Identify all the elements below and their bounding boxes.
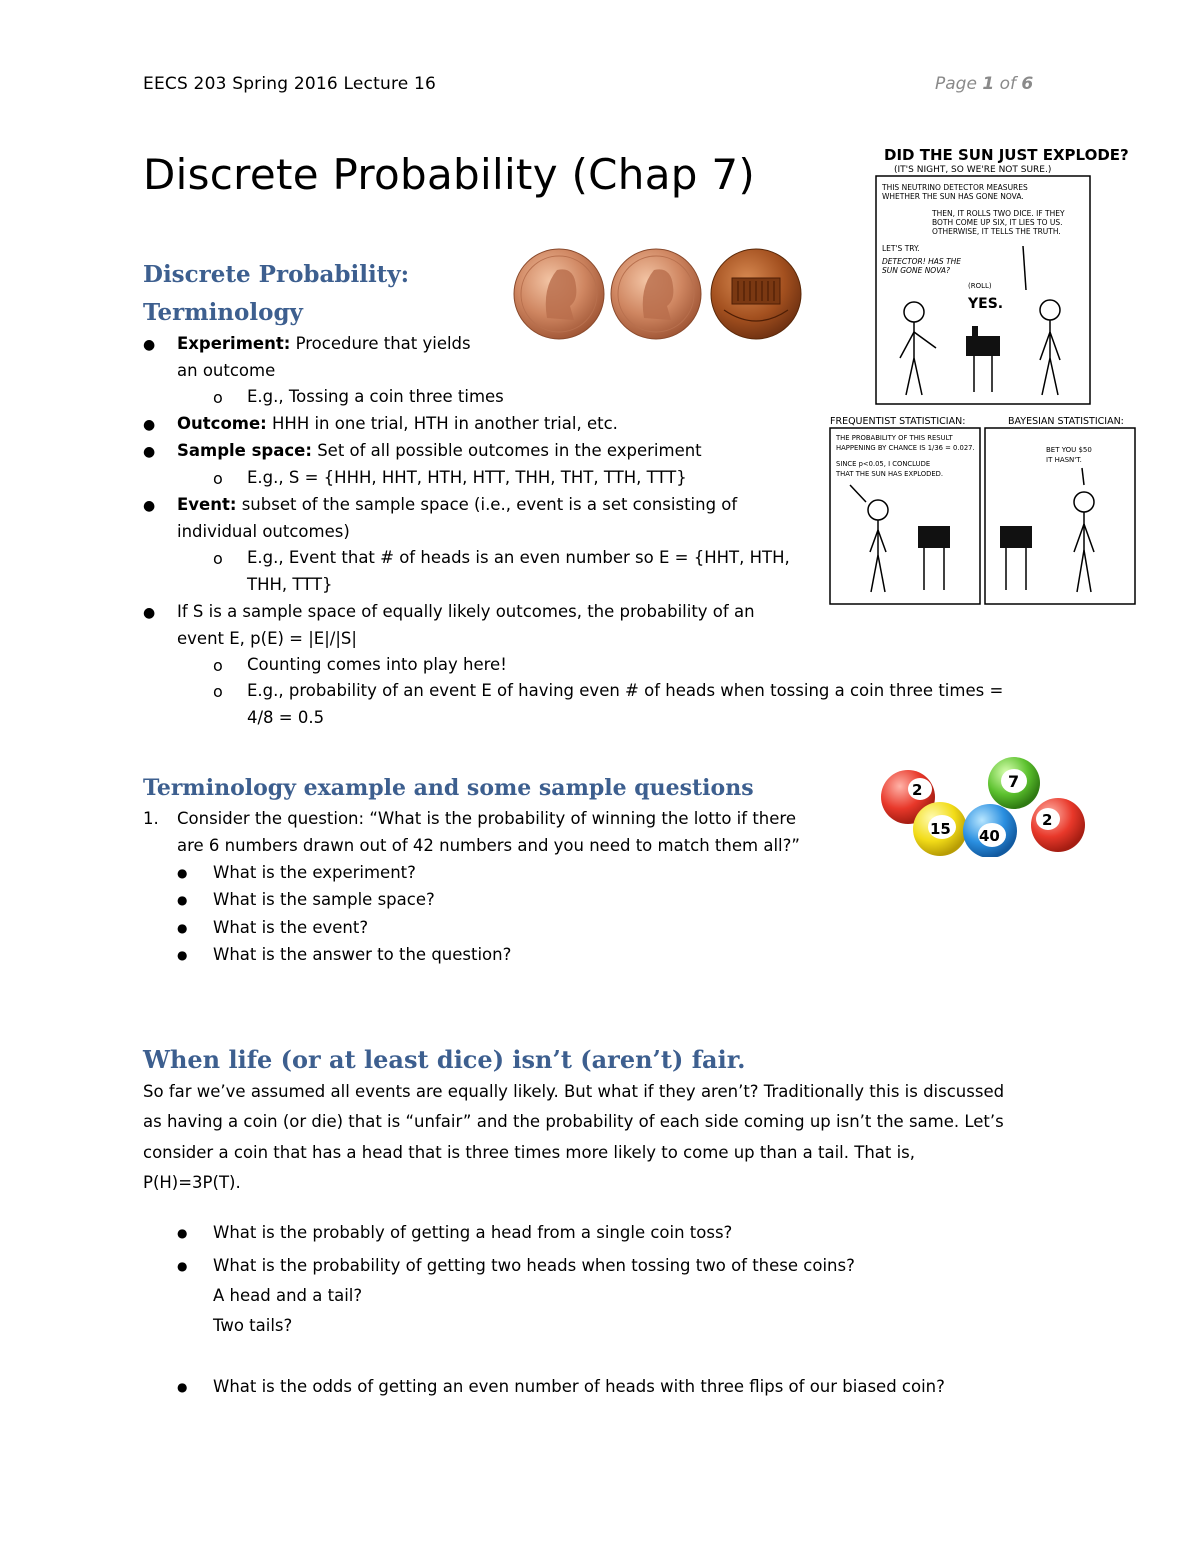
svg-text:BET YOU $50: BET YOU $50 xyxy=(1046,446,1092,454)
paragraph-line: consider a coin that has a head that is three times more likely to come up than a tail. That is, xyxy=(143,1143,916,1162)
svg-text:THE PROBABILITY OF THIS RESULT: THE PROBABILITY OF THIS RESULT xyxy=(836,434,953,442)
svg-text:IT HASN'T.: IT HASN'T. xyxy=(1046,456,1082,464)
section-heading-sample-questions: Terminology example and some sample questions xyxy=(143,775,754,801)
bullet: ● xyxy=(143,444,156,460)
sub-bullet: o xyxy=(213,682,223,701)
list-item-sample-space: Sample space: Set of all possible outcomes in the experiment xyxy=(177,441,702,460)
list-item-probability-cont: event E, p(E) = |E|/|S| xyxy=(177,629,357,648)
list-item: What is the answer to the question? xyxy=(213,945,512,964)
pennies-image xyxy=(512,248,804,340)
svg-text:HAPPENING BY CHANCE IS 1/36 =: HAPPENING BY CHANCE IS 1/36 = 0.027. xyxy=(836,444,975,452)
bullet: ● xyxy=(177,1380,188,1394)
svg-text:THAT THE SUN HAS EXPLODED.: THAT THE SUN HAS EXPLODED. xyxy=(836,470,944,478)
sub-bullet: o xyxy=(213,656,223,675)
svg-text:YES.: YES. xyxy=(968,296,1004,312)
xkcd-comic-image xyxy=(828,140,1136,606)
page-title: Discrete Probability (Chap 7) xyxy=(143,150,756,199)
ball-number: 7 xyxy=(1008,772,1020,791)
paragraph-line: P(H)=3P(T). xyxy=(143,1173,241,1192)
svg-text:THIS NEUTRINO DETECTOR MEASURE: THIS NEUTRINO DETECTOR MEASURES xyxy=(882,183,1028,192)
svg-text:WHETHER THE SUN HAS GONE NOVA.: WHETHER THE SUN HAS GONE NOVA. xyxy=(882,192,1024,201)
list-item-cont: A head and a tail? xyxy=(213,1286,363,1305)
bullet: ● xyxy=(177,866,188,880)
sub-bullet: o xyxy=(213,388,223,407)
comic-title: DID THE SUN JUST EXPLODE? xyxy=(884,146,1129,164)
question-text: Consider the question: “What is the probability of winning the lotto if there xyxy=(177,809,796,828)
bullet: ● xyxy=(143,605,156,621)
ball-number: 2 xyxy=(912,781,923,799)
paragraph-line: So far we’ve assumed all events are equally likely. But what if they aren’t? Traditionally this is discussed xyxy=(143,1082,1005,1101)
bullet: ● xyxy=(143,498,156,514)
list-item-experiment: Experiment: Procedure that yields xyxy=(177,334,471,353)
section-heading-terminology: Discrete Probability: Terminology xyxy=(143,261,410,326)
svg-text:THEN, IT ROLLS TWO DICE. IF TH: THEN, IT ROLLS TWO DICE. IF THEY xyxy=(932,209,1065,218)
ball-number: 15 xyxy=(930,820,951,838)
comic-subtitle: (IT'S NIGHT, SO WE'RE NOT SURE.) xyxy=(894,165,1052,175)
sub-item-probability-eg-cont: 4/8 = 0.5 xyxy=(247,708,325,727)
ball-number: 2 xyxy=(1042,811,1053,829)
sub-item-counting: Counting comes into play here! xyxy=(247,655,507,674)
list-item-cont: Two tails? xyxy=(213,1316,293,1335)
svg-text:OTHERWISE, IT TELLS THE TRUTH.: OTHERWISE, IT TELLS THE TRUTH. xyxy=(932,227,1061,236)
list-item-event-cont: individual outcomes) xyxy=(177,522,350,541)
lotto-balls-image xyxy=(878,757,1088,857)
sub-item-event-eg: E.g., Event that # of heads is an even number so E = {HHT, HTH, xyxy=(247,548,790,567)
sub-item-sample-space-eg: E.g., S = {HHH, HHT, HTH, HTT, THH, THT, TTH, TTT} xyxy=(247,468,687,487)
list-item: What is the odds of getting an even number of heads with three flips of our biased coin? xyxy=(213,1377,945,1396)
bullet: ● xyxy=(177,893,188,907)
svg-text:DETECTOR! HAS THE: DETECTOR! HAS THE xyxy=(882,257,962,266)
sub-item-event-eg-cont: THH, TTT} xyxy=(247,575,333,594)
header-page-number: Page 1 of 6 xyxy=(935,74,1034,94)
list-item: What is the probability of getting two heads when tossing two of these coins? xyxy=(213,1256,855,1275)
bullet: ● xyxy=(177,948,188,962)
svg-text:(ROLL): (ROLL) xyxy=(968,282,992,290)
svg-text:SINCE p<0.05, I CONCLUDE: SINCE p<0.05, I CONCLUDE xyxy=(836,460,931,468)
question-text-cont: are 6 numbers drawn out of 42 numbers and you need to match them all?” xyxy=(177,836,800,855)
list-item-probability: If S is a sample space of equally likely outcomes, the probability of an xyxy=(177,602,755,621)
svg-text:SUN GONE NOVA?: SUN GONE NOVA? xyxy=(882,266,950,275)
bullet: ● xyxy=(177,1226,188,1240)
sub-item-probability-eg: E.g., probability of an event E of having even # of heads when tossing a coin three times = xyxy=(247,681,1004,700)
svg-text:BAYESIAN STATISTICIAN:: BAYESIAN STATISTICIAN: xyxy=(1008,416,1124,427)
list-item-experiment-cont: an outcome xyxy=(177,361,276,380)
bullet: ● xyxy=(143,417,156,433)
list-item: What is the probably of getting a head from a single coin toss? xyxy=(213,1223,733,1242)
ball-number: 40 xyxy=(979,827,1000,845)
bullet: ● xyxy=(177,1259,188,1273)
paragraph-line: as having a coin (or die) that is “unfair” and the probability of each side coming up isn’t the same. Let’s xyxy=(143,1112,1004,1131)
svg-text:LET'S TRY.: LET'S TRY. xyxy=(882,244,920,253)
list-item: What is the sample space? xyxy=(213,890,435,909)
list-item-event: Event: subset of the sample space (i.e., event is a set consisting of xyxy=(177,495,738,514)
question-number: 1. xyxy=(143,809,159,828)
header-course: EECS 203 Spring 2016 Lecture 16 xyxy=(143,74,437,94)
svg-text:BOTH COME UP SIX, IT LIES TO U: BOTH COME UP SIX, IT LIES TO US. xyxy=(932,218,1063,227)
bullet: ● xyxy=(143,337,156,353)
sub-bullet: o xyxy=(213,469,223,488)
section-heading-unfair-dice: When life (or at least dice) isn’t (aren’t) fair. xyxy=(143,1045,746,1074)
list-item: What is the experiment? xyxy=(213,863,416,882)
bullet: ● xyxy=(177,921,188,935)
sub-item-experiment-eg: E.g., Tossing a coin three times xyxy=(247,387,504,406)
svg-text:FREQUENTIST STATISTICIAN:: FREQUENTIST STATISTICIAN: xyxy=(830,416,966,427)
list-item: What is the event? xyxy=(213,918,369,937)
list-item-outcome: Outcome: HHH in one trial, HTH in another trial, etc. xyxy=(177,414,618,433)
sub-bullet: o xyxy=(213,549,223,568)
